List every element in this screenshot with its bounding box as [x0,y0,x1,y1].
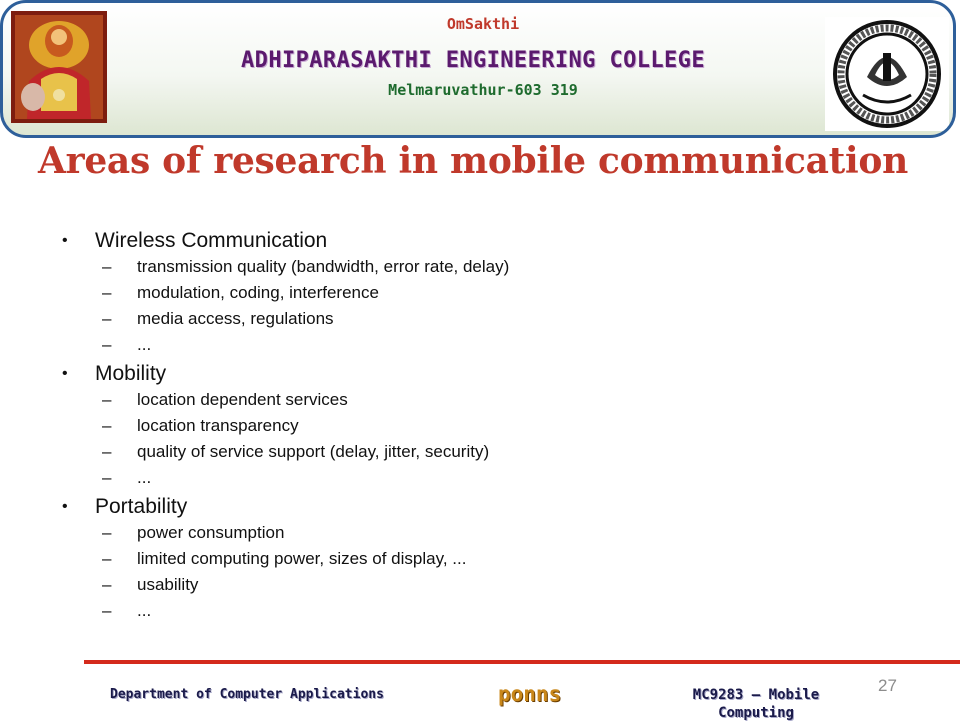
footer-course: MC9283 – Mobile Computing [692,687,820,721]
dash-icon: – [102,283,112,302]
list-item [62,387,922,413]
list-item-text: media access, regulations [137,309,334,328]
list-item-text: transmission quality (bandwidth, error rate, delay) [137,257,510,276]
list-item [62,439,922,465]
topic-label: Mobility [95,362,167,385]
college-seal-logo [825,17,949,131]
dash-icon: – [102,335,112,354]
list-item [62,546,922,572]
dash-icon: – [102,390,112,409]
list-item-text: ... [137,468,152,487]
deity-picture [11,11,107,123]
college-name: ADHIPARASAKTHI ENGINEERING COLLEGE [241,48,705,73]
list-item [62,598,922,624]
topic-label: Wireless Communication [95,229,328,252]
dash-icon: – [102,601,112,620]
dash-icon: – [102,468,112,487]
list-item [62,413,922,439]
list-item-text: limited computing power, sizes of display, ... [137,549,467,568]
footer-department: Department of Computer Applications [110,687,384,702]
dash-icon: – [102,549,112,568]
dash-icon: – [102,416,112,435]
dash-icon: – [102,442,112,461]
topic-portability [62,493,922,520]
deity-image [11,11,107,123]
header-banner [0,0,956,138]
list-item [62,332,922,358]
dash-icon: – [102,575,112,594]
dash-icon: – [102,257,112,276]
topic-mobility [62,360,922,387]
bullet-icon: • [62,232,68,249]
bullet-icon: • [62,365,68,382]
list-item-text: location dependent services [137,390,348,409]
omsakthi-text: OmSakthi [446,15,520,33]
footer-divider [84,660,960,664]
dash-icon: – [102,523,112,542]
page-number: 27 [878,676,897,695]
list-item-text: ... [137,335,152,354]
footer-brand: ponns [498,682,562,706]
seal-icon [825,17,949,131]
list-item [62,254,922,280]
list-item-text: usability [137,575,199,594]
list-item [62,280,922,306]
bullet-icon: • [62,498,68,515]
list-item-text: quality of service support (delay, jitter, security) [137,442,490,461]
list-item-text: power consumption [137,523,285,542]
list-item [62,572,922,598]
list-item [62,520,922,546]
list-item-text: location transparency [137,416,299,435]
dash-icon: – [102,309,112,328]
list-item [62,306,922,332]
list-item [62,465,922,491]
list-item-text: modulation, coding, interference [137,283,379,302]
college-location: Melmaruvathur-603 319 [388,81,578,99]
slide-title: Areas of research in mobile communication [38,140,908,182]
list-item-text: ... [137,601,152,620]
topic-label: Portability [95,495,188,518]
topic-wireless-communication [62,227,922,254]
slide-content [62,225,922,624]
